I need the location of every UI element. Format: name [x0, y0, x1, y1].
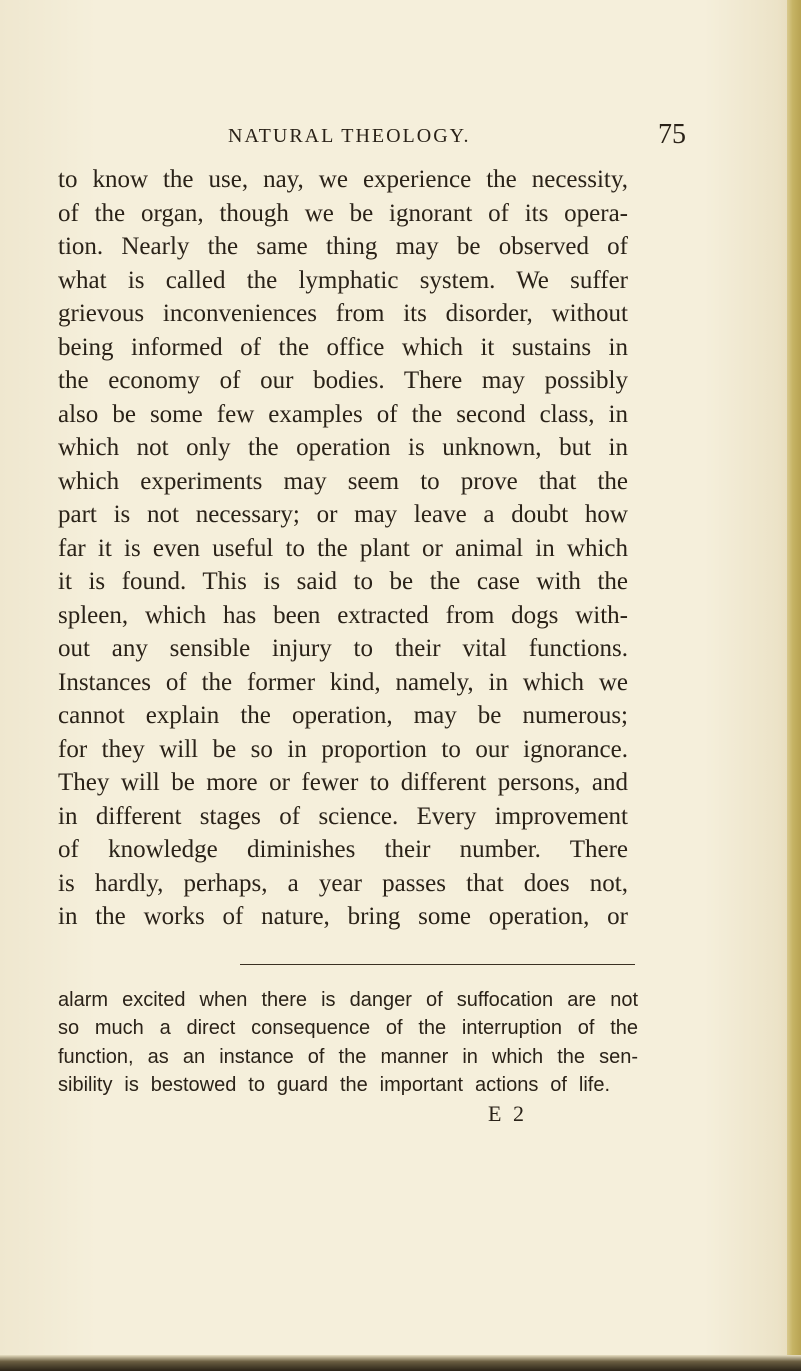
text-line: out any sensible injury to their vital functions.	[58, 635, 628, 662]
page-edge-bottom	[0, 1355, 801, 1371]
text-line: to know the use, nay, we experience the necessity,	[58, 166, 628, 193]
page-edge-right	[787, 0, 801, 1371]
text-line: the economy of our bodies. There may possibly	[58, 367, 628, 394]
footnote-divider	[240, 964, 635, 965]
text-line: in the works of nature, bring some operation, or	[58, 903, 628, 930]
text-line: for they will be so in proportion to our ignorance.	[58, 735, 628, 763]
text-line: what is called the lymphatic system. We suffer	[58, 266, 628, 294]
page-number: 75	[658, 119, 686, 150]
signature-mark: E 2	[488, 1101, 527, 1126]
text-line: in different stages of science. Every improvement	[58, 802, 628, 830]
text-line: is hardly, perhaps, a year passes that does not,	[58, 869, 628, 897]
text-line: of knowledge diminishes their number. There	[58, 836, 628, 863]
text-line: of the organ, though we be ignorant of its opera-	[58, 199, 628, 227]
footnote-line: alarm excited when there is danger of suffocation are not	[58, 989, 638, 1011]
body-text	[58, 163, 628, 934]
running-head	[58, 121, 686, 161]
text-line: being informed of the office which it sustains in	[58, 333, 628, 361]
text-line: tion. Nearly the same thing may be observed of	[58, 233, 628, 260]
text-line: part is not necessary; or may leave a doubt how	[58, 501, 628, 528]
text-line: cannot explain the operation, may be numerous;	[58, 702, 628, 729]
text-line: far it is even useful to the plant or animal in which	[58, 534, 628, 562]
footnote-line: function, as an instance of the manner in which the sen-	[58, 1045, 638, 1068]
running-title: NATURAL THEOLOGY.	[228, 125, 471, 147]
text-line: it is found. This is said to be the case with the	[58, 568, 628, 595]
footnote-line: so much a direct consequence of the interruption of the	[58, 1017, 638, 1040]
footnote	[58, 986, 638, 1100]
text-line: spleen, which has been extracted from dogs with-	[58, 601, 628, 629]
text-line: Instances of the former kind, namely, in which we	[58, 668, 628, 696]
text-line: which not only the operation is unknown, but in	[58, 434, 628, 461]
footnote-line: sibility is bestowed to guard the important actions of life.	[58, 1074, 610, 1097]
text-line: They will be more or fewer to different persons, and	[58, 769, 628, 796]
text-line: which experiments may seem to prove that the	[58, 467, 628, 495]
text-line: grievous inconveniences from its disorder, without	[58, 300, 628, 327]
text-line: also be some few examples of the second class, in	[58, 400, 628, 428]
